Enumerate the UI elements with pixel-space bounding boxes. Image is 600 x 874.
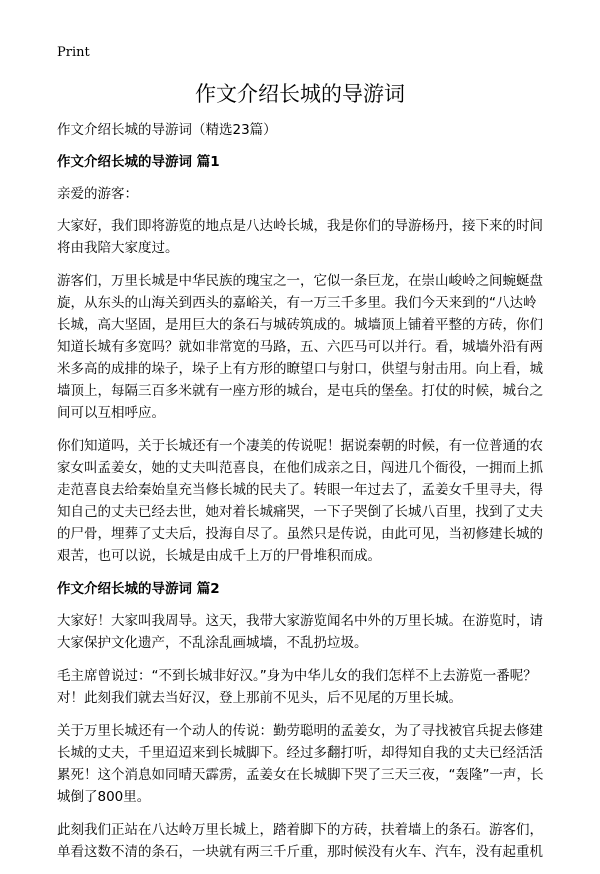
paragraph: 你们知道吗，关于长城还有一个凄美的传说呢！据说秦朝的时候，有一位普通的农家女叫孟姜女，她的丈夫叫范喜良，在他们成亲之日，闯进几个衙役，一拥而上抓走范喜良去给秦始皇充当修长城的民夫了。转眼一年过去了，孟姜女千里寻夫，得知自己的丈夫已经去世，她对着长城痛哭，一下子哭倒了长城八百里，找到了丈夫的尸骨，埋葬了丈夫后，投海自尽了。虽然只是传说，由此可见，当初修建长城的艰苦，也可以说，长城是由成千上万的尸骨堆积而成。 [57, 438, 543, 564]
paragraph: 亲爱的游客： [57, 186, 138, 202]
paragraph: 大家好，我们即将游览的地点是八达岭长城，我是你们的导游杨丹，接下来的时间将由我陪大家度过。 [57, 218, 543, 256]
paragraph: 毛主席曾说过：“不到长城非好汉。”身为中华儿女的我们怎样不上去游览一番呢？对！此刻我们就去当好汉，登上那前不见头，后不见尾的万里长城。 [57, 668, 537, 706]
document-subtitle: 作文介绍长城的导游词（精选23篇） [57, 122, 277, 138]
paragraph: 关于万里长城还有一个动人的传说：勤劳聪明的孟姜女，为了寻找被官兵捉去修建长城的丈夫，千里迢迢来到长城脚下。经过多翻打听，却得知自我的丈夫已经活活累死！这个消息如同晴天霹雳，孟姜女在长城脚下哭了三天三夜，“轰隆”一声，长城倒了800里。 [57, 723, 544, 805]
print-link[interactable]: Print [57, 45, 90, 60]
section-heading: 作文介绍长城的导游词 篇1 [57, 154, 220, 170]
paragraph: 游客们，万里长城是中华民族的瑰宝之一，它似一条巨龙，在崇山峻岭之间蜿蜒盘旋，从东头的山海关到西头的嘉峪关，有一万三千多里。我们今天来到的“八达岭长城，高大坚固，是用巨大的条石与城砖筑成的。城墙顶上铺着平整的方砖，你们知道长城有多宽吗？就如非常宽的马路，五、六匹马可以并行。看，城墙外沿有两米多高的成排的垛子，垛子上有方形的瞭望口与射口，供望与射击用。向上看，城墙顶上，每隔三百多米就有一座方形的城台，是屯兵的堡垒。打仗的时候，城台之间可以互相呼应。 [57, 273, 543, 421]
section-heading: 作文介绍长城的导游词 篇2 [57, 581, 220, 597]
page-title: 作文介绍长城的导游词 [195, 82, 405, 106]
paragraph: 此刻我们正站在八达岭万里长城上，踏着脚下的方砖，扶着墙上的条石。游客们，单看这数不清的条石，一块就有两三千斤重，那时候没有火车、汽车，没有起重机 [57, 822, 543, 860]
document-body [57, 119, 547, 874]
paragraph: 大家好！大家叫我周导。这天，我带大家游览闻名中外的万里长城。在游览时，请大家保护文化遗产，不乱涂乱画城墙，不乱扔垃圾。 [57, 613, 543, 651]
